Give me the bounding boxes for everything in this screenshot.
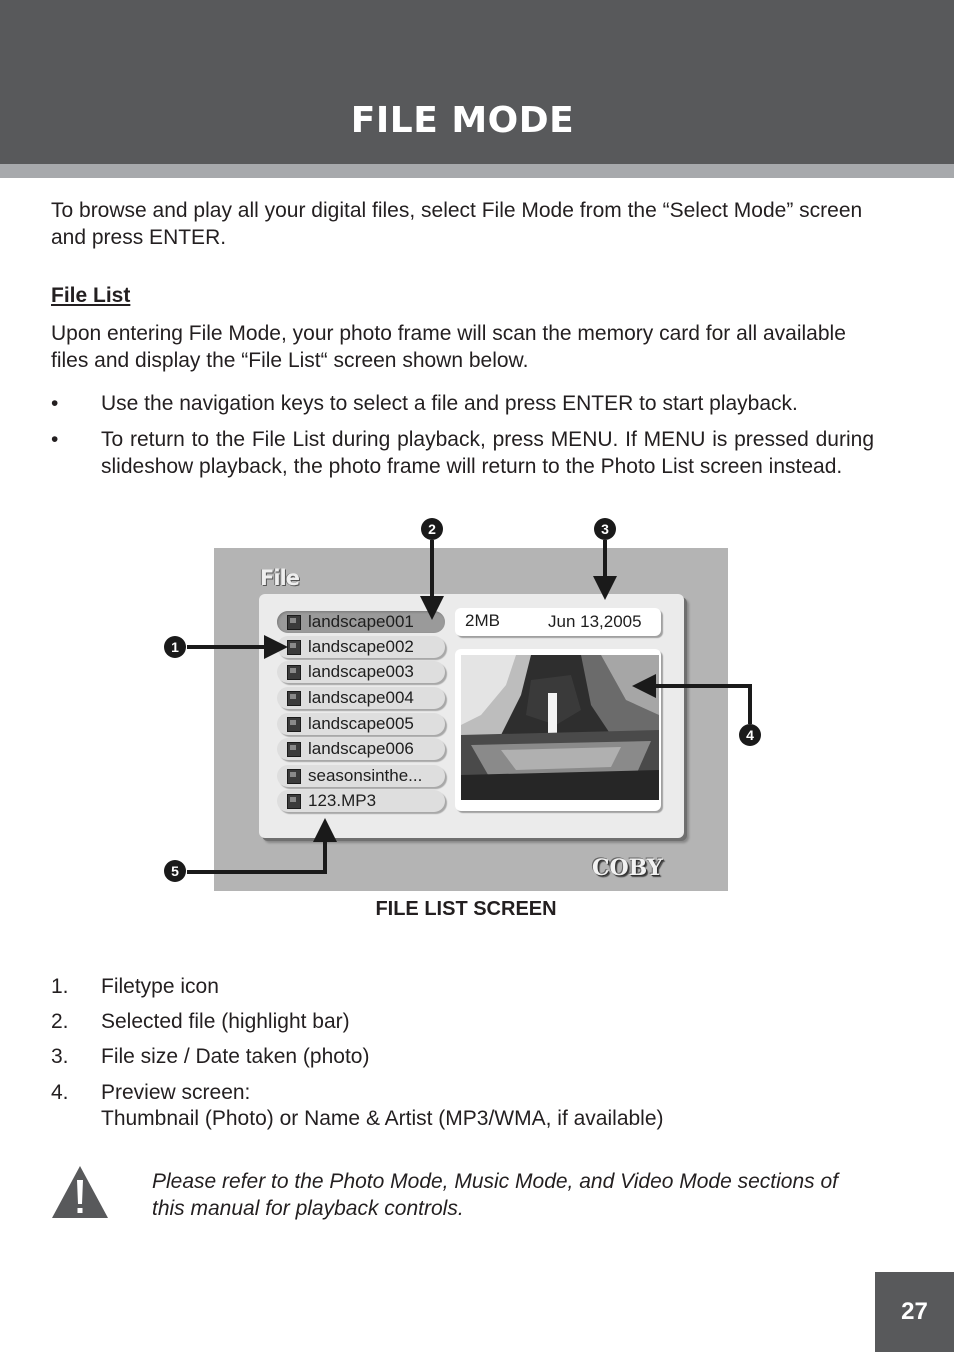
- file-name: seasonsinthe...: [308, 766, 423, 785]
- intro-paragraph: To browse and play all your digital files, select File Mode from the “Select Mode” screen and press ENTER.: [51, 199, 863, 249]
- file-date: Jun 13,2005: [548, 612, 642, 631]
- section-heading: File List: [51, 284, 131, 307]
- screen-title: File: [260, 566, 299, 590]
- legend-subtext: Thumbnail (Photo) or Name & Artist (MP3/WMA, if available): [101, 1107, 664, 1130]
- bullet-text: Use the navigation keys to select a file and press ENTER to start playback.: [101, 392, 798, 415]
- page-number-box: [875, 1272, 954, 1352]
- legend-number: 4.: [51, 1081, 69, 1104]
- warning-triangle-icon: [50, 1164, 110, 1220]
- callout-badge-4: 4: [739, 724, 761, 746]
- page-title: FILE MODE: [350, 100, 575, 141]
- file-name: landscape006: [308, 739, 414, 758]
- legend-text: Filetype icon: [101, 975, 219, 998]
- file-name: landscape002: [308, 637, 414, 656]
- bullet-mark: •: [51, 428, 59, 451]
- bullet-text: To return to the File List during playback, press MENU. If MENU is pressed during slideshow playback, the photo frame will return to the Photo List screen instead.: [101, 428, 874, 478]
- file-name: landscape005: [308, 714, 414, 733]
- file-name: landscape004: [308, 688, 414, 707]
- callout-badge-3: 3: [594, 518, 616, 540]
- legend-text: File size / Date taken (photo): [101, 1045, 370, 1068]
- file-name: landscape001: [308, 612, 414, 631]
- legend-number: 3.: [51, 1045, 69, 1068]
- figure-caption: FILE LIST SCREEN: [375, 898, 557, 920]
- callout-5-arrow: [187, 826, 325, 872]
- callout-badge-2: 2: [421, 518, 443, 540]
- callout-badge-1: 1: [164, 636, 186, 658]
- file-size: 2MB: [465, 611, 500, 630]
- legend-number: 2.: [51, 1010, 69, 1033]
- note-text: Please refer to the Photo Mode, Music Mode, and Video Mode sections of this manual for playback controls.: [152, 1170, 839, 1220]
- file-name: landscape003: [308, 662, 414, 681]
- page-number: 27: [901, 1298, 928, 1325]
- callout-badge-5: 5: [164, 860, 186, 882]
- legend-text: Selected file (highlight bar): [101, 1010, 350, 1033]
- bullet-mark: •: [51, 392, 59, 415]
- section-paragraph: Upon entering File Mode, your photo frame will scan the memory card for all available files and display the “File List“ screen shown below.: [51, 322, 846, 372]
- legend-number: 1.: [51, 975, 69, 998]
- file-name: 123.MP3: [308, 791, 377, 810]
- coby-logo: COBY: [592, 855, 663, 881]
- legend-text: Preview screen:: [101, 1081, 251, 1104]
- callout-4-arrow: [640, 686, 750, 724]
